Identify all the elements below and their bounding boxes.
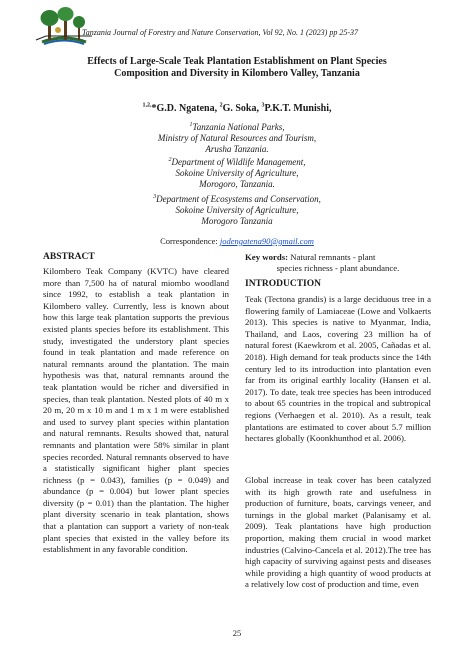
author-1-sup: 1,2, [142,102,152,109]
affiliation-1-line-3: Arusha Tanzania. [205,144,269,154]
keywords-label: Key words: [245,252,289,262]
abstract-text: Kilombero Teak Company (KVTC) have cleared more than 7,500 ha of natural miombo woodland since 1992, to establish a teak plantation in Kilombero valley. Currently, less is known about how this large teak plantation supports the previous existed plants species before its establishment. This study, investigated the understory plant species found in teak plantation and made reference on natural remnants around the plantation. The main hypothesis was that, natural remnants around the teak plantation would be richer and diversified in species, than teak plantation. Nested plots of 40 m x 20 m, 20 m x 10 m and 1 m x 1 m were established and used to survey plant species within plantation and natural remnants. Results showed that, natural remnants and plantation were 58% similar in plant species recorded. Natural remnants observed to have a statistically significant higher plant species richness (p = 0.043), families (p = 0.049) and abundance (p = 0.004) but lower plant species diversity (p = 0.01) than the plantation. The higher plant diversity scenario in teak plantation, shows that a plantation can support a variety of non-teak plant species that existed in the valley before its establishment in any favorable condition. [43,266,229,555]
keywords-line-1: Natural remnants - plant [288,252,376,262]
abstract-heading: ABSTRACT [43,252,95,262]
author-3-name: P.K.T. Munishi, [264,103,332,114]
journal-logo-icon [34,6,94,48]
keywords [245,252,431,274]
keywords-line-2: species richness - plant abundance. [276,263,400,273]
correspondence-email-link[interactable]: jodengatena90@gmail.com [219,236,314,246]
affiliation-1-line-1: Tanzania National Parks, [192,122,285,132]
affiliation-1 [80,122,394,155]
affiliation-2-line-3: Morogoro, Tanzania. [199,179,275,189]
introduction-paragraph-1: Teak (Tectona grandis) is a large deciduous tree in a flowering family of Lamiaceae (Lowe and Volkaerts 2013). This species is native to Myanmar, India, Thailand, and Laos, covering 23 million ha of natural forest (Kaewkrom et al. 2005, Cañadas et al. 2018). High demand for teak products since the 14th century led to its introduction into plantation even far from its original earthly locality (Hansen et al. 2017). To date, teak tree species has been introduced to about 65 countries in the tropical and subtropical regions (Verhaegen et al. 2010). As a result, teak plantations are estimated to cover about 5.7 million hectares globally (Koonkhunthod et al. 2006). [245,294,431,444]
affiliation-2-sup: 2 [168,157,172,163]
affiliation-3-sup: 3 [153,194,157,200]
journal-citation: Tanzania Journal of Forestry and Nature Conservation, Vol 92, No. 1 (2023) pp 25-37 [82,28,358,37]
author-list [60,103,414,114]
article-title [60,56,414,80]
affiliation-3-line-1: Department of Ecosystems and Conservation, [156,194,321,204]
author-1-name: *G.D. Ngatena, [151,103,220,114]
introduction-heading: INTRODUCTION [245,279,322,289]
affiliation-2 [80,157,394,190]
affiliation-3-line-3: Morogoro Tanzania [201,216,273,226]
affiliation-2-line-1: Department of Wildlife Management, [171,157,306,167]
page-number: 25 [232,628,242,638]
title-line-1: Effects of Large-Scale Teak Plantation Establishment on Plant Species [87,56,387,67]
affiliation-2-line-2: Sokoine University of Agriculture, [175,168,299,178]
affiliation-1-sup: 1 [189,122,193,128]
introduction-paragraph-2: Global increase in teak cover has been catalyzed with its high growth rate and usefulness in production of furniture, boats, carvings veneer, and turnings in the global market (Palanisamy et al. 2009). Teak plantations have high production proportion, making them crucial in wood market industries (Calvino-Cancela et al. 2012).The tree has high capacity of surviving against pests and diseases while providing a high quantity of wood products at a relatively low cost of production and time, even [245,475,431,590]
correspondence-label: Correspondence: [160,236,220,246]
correspondence [80,236,394,246]
affiliation-1-line-2: Ministry of Natural Resources and Tourism, [157,133,317,143]
author-2-name: G. Soka, [222,103,262,114]
affiliation-3 [80,194,394,227]
author-3-sup: 3 [261,102,265,109]
title-line-2: Composition and Diversity in Kilombero Valley, Tanzania [114,68,360,79]
author-2-sup: 2 [219,102,223,109]
affiliation-3-line-2: Sokoine University of Agriculture, [175,205,299,215]
